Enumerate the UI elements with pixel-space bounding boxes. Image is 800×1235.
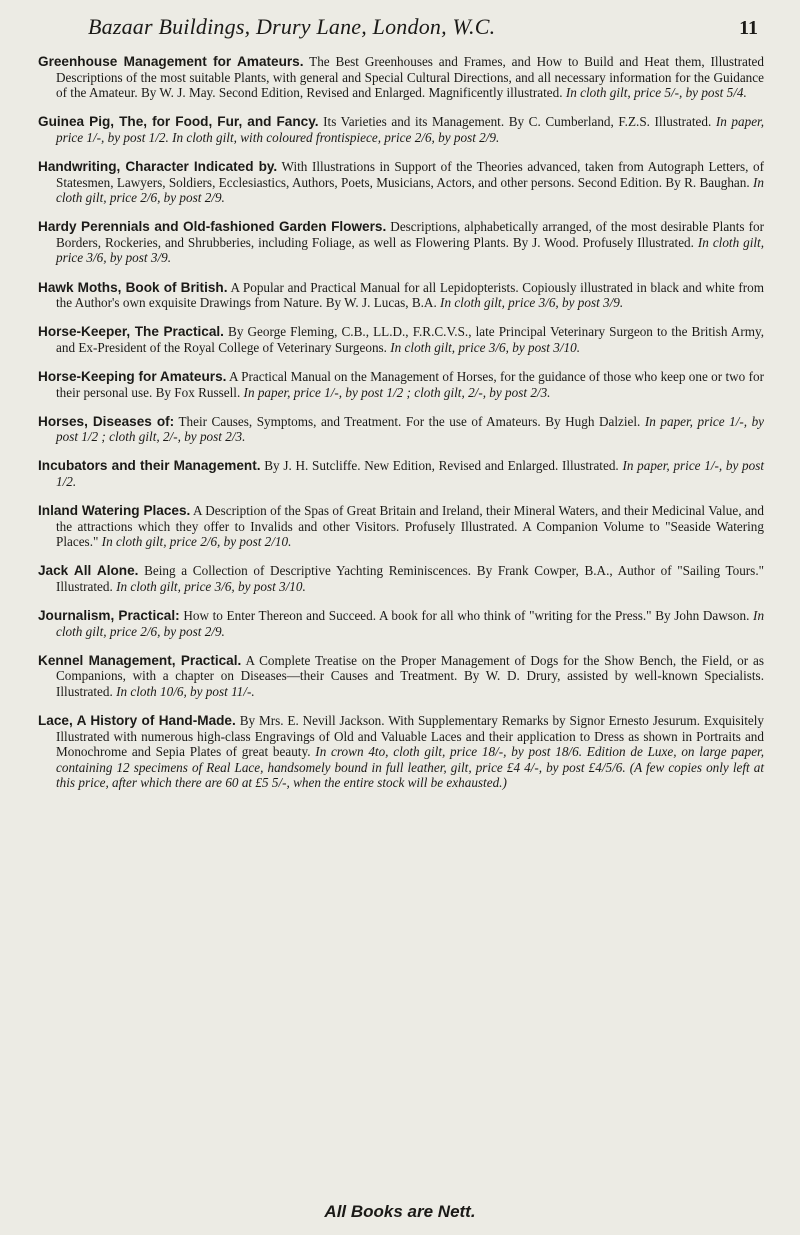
entry-price: In paper, price 1/-, by post 1/2 ; cloth gilt, 2/-, by post 2/3. — [243, 384, 551, 400]
catalogue-entry — [38, 114, 764, 145]
catalogue-entries — [38, 54, 764, 791]
entry-heading: Handwriting, Character Indicated by. — [38, 158, 278, 174]
entry-heading: Hardy Perennials and Old-fashioned Garden Flowers. — [38, 219, 387, 235]
entry-heading: Hawk Moths, Book of British. — [38, 279, 228, 295]
entry-price: In crown 4to, cloth gilt, price 18/-, by post 18/6. Edition de Luxe, on large paper, containing 12 specimens of Real Lace, handsomely bound in full leather, gilt, price £4 4/-, by post £4/5/6. (A few copies only left at this price, after which there are 60 at £5 5/-, when the entire stock will be exhausted.) — [56, 744, 765, 791]
entry-price: In cloth 10/6, by post 11/-. — [116, 683, 255, 699]
catalogue-entry — [38, 713, 764, 791]
entry-heading: Guinea Pig, The, for Food, Fur, and Fancy. — [38, 114, 319, 130]
catalogue-entry — [38, 458, 764, 489]
entry-heading: Greenhouse Management for Amateurs. — [38, 54, 304, 69]
entry-description: By Mrs. E. Nevill Jackson. With Supplementary Remarks by Signor Ernesto Jesurum. Exquisitely Illustrated with numerous high-class Engravings of Old and Valuable Laces and their application to Dress as shown in Portraits and Monochrome and Sepia Plates of great beauty. — [56, 712, 765, 760]
entry-price: In cloth gilt, price 3/6, by post 3/10. — [390, 339, 580, 355]
catalogue-entry — [38, 653, 764, 700]
entry-description: Being a Collection of Descriptive Yachting Reminiscences. By Frank Cowper, B.A., Author of "Sailing Tours." Illustrated. — [56, 563, 764, 594]
entry-heading: Jack All Alone. — [38, 563, 139, 579]
entry-price: In cloth gilt, price 3/6, by post 3/10. — [116, 578, 306, 594]
catalogue-entry — [38, 608, 764, 639]
entry-price: In paper, price 1/-, by post 1/2. In cloth gilt, with coloured frontispiece, price 2/6, by post 2/9. — [56, 114, 765, 145]
running-head-title: Bazaar Buildings, Drury Lane, London, W.C. — [88, 14, 496, 39]
entry-description: By J. H. Sutcliffe. New Edition, Revised and Enlarged. Illustrated. — [264, 458, 619, 474]
catalogue-entry — [38, 324, 764, 355]
entry-description: A Description of the Spas of Great Britain and Ireland, their Mineral Waters, and their Medicinal Value, and the attractions which they offer to Invalids and other Visitors. Profusely Illustrated. A Companion Volume to "Seaside Watering Places." — [56, 502, 764, 550]
catalogue-entry — [38, 54, 764, 101]
catalogue-entry — [38, 369, 764, 400]
page-number: 11 — [739, 17, 758, 39]
catalogue-entry — [38, 563, 764, 594]
entry-description: By George Fleming, C.B., LL.D., F.R.C.V.S., late Principal Veterinary Surgeon to the British Army, and Ex-President of the Royal College of Veterinary Surgeons. — [56, 324, 764, 355]
entry-price: In cloth gilt, price 2/6, by post 2/9. — [56, 607, 765, 639]
entry-description: The Best Greenhouses and Frames, and How to Build and Heat them, Illustrated Descriptions of the most suitable Plants, with general and Special Cultural Directions, and all necessary information for the Guidance of the Amateur. By W. J. May. Second Edition, Revised and Enlarged. Magnificently illustrated. — [56, 54, 764, 101]
entry-price: In cloth gilt, price 3/6, by post 3/9. — [56, 234, 765, 266]
entry-heading: Lace, A History of Hand-Made. — [38, 712, 236, 728]
catalogue-entry — [38, 280, 764, 311]
entry-price: In paper, price 1/-, by post 1/2 ; cloth gilt, 2/-, by post 2/3. — [56, 413, 765, 445]
running-head — [88, 14, 764, 42]
footer-note: All Books are Nett. — [324, 1202, 476, 1221]
entry-price: In cloth gilt, price 3/6, by post 3/9. — [440, 295, 624, 311]
entry-heading: Inland Watering Places. — [38, 502, 191, 518]
entry-description: Its Varieties and its Management. By C. Cumberland, F.Z.S. Illustrated. — [323, 114, 712, 130]
catalogue-entry — [38, 159, 764, 206]
catalogue-entry — [38, 219, 764, 266]
entry-heading: Horse-Keeper, The Practical. — [38, 324, 224, 340]
entry-description: Descriptions, alphabetically arranged, of the most desirable Plants for Borders, Rockeries, and Shrubberies, including Foliage, as well as Flowering Plants. By J. Wood. Profusely Illustrated. — [56, 219, 764, 250]
entry-price: In paper, price 1/-, by post 1/2. — [56, 458, 765, 489]
entry-price: In cloth gilt, price 5/-, by post 5/4. — [565, 85, 747, 101]
entry-price: In cloth gilt, price 2/6, by post 2/10. — [101, 534, 292, 550]
entry-description: With Illustrations in Support of the Theories advanced, taken from Autograph Letters, of Statesmen, Lawyers, Soldiers, Ecclesiastics, Authors, Poets, Musicians, Actors, and other persons. Second Edition. By R. Baughan. — [56, 158, 764, 190]
entry-heading: Horse-Keeping for Amateurs. — [38, 368, 227, 384]
entry-heading: Horses, Diseases of: — [38, 413, 175, 429]
entry-heading: Journalism, Practical: — [38, 607, 180, 623]
entry-heading: Kennel Management, Practical. — [38, 652, 242, 668]
entry-description: How to Enter Thereon and Succeed. A book for all who think of "writing for the Press." By John Dawson. — [183, 607, 750, 623]
entry-description: A Popular and Practical Manual for all Lepidopterists. Copiously illustrated in black and white from the Author's own exquisite Drawings from Nature. By W. J. Lucas, B.A. — [56, 279, 764, 311]
entry-heading: Incubators and their Management. — [38, 458, 261, 474]
entry-description: A Complete Treatise on the Proper Management of Dogs for the Show Bench, the Field, or as Companions, with a chapter on Diseases—their Causes and Treatment. By W. D. Drury, assisted by well-known Specialists. Illustrated. — [56, 652, 764, 699]
entry-description: A Practical Manual on the Management of Horses, for the guidance of those who keep one or two for their personal use. By Fox Russell. — [56, 368, 764, 400]
entry-description: Their Causes, Symptoms, and Treatment. For the use of Amateurs. By Hugh Dalziel. — [178, 413, 641, 429]
catalogue-entry — [38, 503, 764, 550]
catalogue-entry — [38, 414, 764, 445]
entry-price: In cloth gilt, price 2/6, by post 2/9. — [56, 174, 764, 206]
